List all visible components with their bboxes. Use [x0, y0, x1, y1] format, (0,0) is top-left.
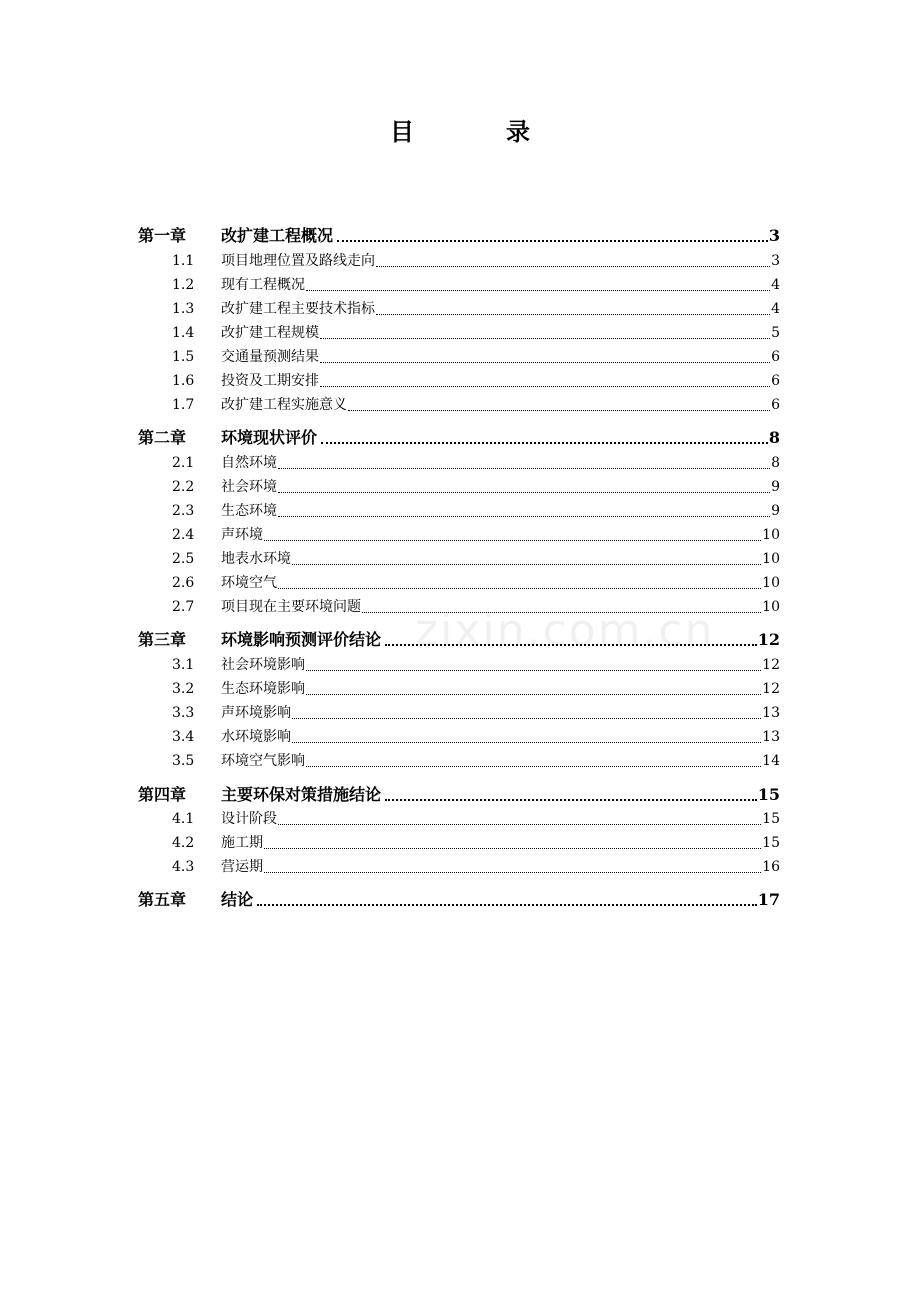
toc-entry-label: 社会环境	[221, 479, 277, 495]
toc-page-number: 17	[757, 890, 780, 909]
toc-entry-number: 4.1	[172, 811, 195, 827]
toc-entry-number: 第一章	[138, 226, 187, 245]
toc-page-number: 12	[762, 657, 780, 673]
toc-chapter-entry[interactable]	[0, 889, 920, 911]
toc-section-entry[interactable]	[0, 548, 920, 570]
toc-section-entry[interactable]	[0, 678, 920, 700]
toc-page-number: 15	[762, 811, 780, 827]
toc-dot-leader	[292, 564, 761, 565]
toc-entry-label: 主要环保对策措施结论	[221, 785, 382, 804]
toc-page-number: 10	[762, 599, 780, 615]
toc-entry-line	[221, 654, 780, 676]
toc-entry-label: 生态环境影响	[221, 681, 305, 697]
toc-section-entry[interactable]	[0, 394, 920, 416]
toc-entry-number: 第三章	[138, 630, 187, 649]
toc-entry-line	[221, 750, 780, 772]
toc-dot-leader	[385, 644, 757, 646]
toc-entry-line	[221, 394, 780, 416]
toc-dot-leader	[278, 588, 761, 589]
toc-page-number: 6	[771, 397, 780, 413]
toc-entry-line	[221, 346, 780, 368]
toc-entry-line	[221, 548, 780, 570]
toc-dot-leader	[306, 694, 761, 695]
toc-page-number: 3	[771, 253, 780, 269]
toc-entry-number: 4.2	[172, 835, 195, 851]
toc-entry-number: 3.1	[172, 657, 195, 673]
toc-entry-number: 3.3	[172, 705, 195, 721]
toc-entry-line	[221, 726, 780, 748]
toc-entry-label: 自然环境	[221, 455, 277, 471]
toc-entry-label: 设计阶段	[221, 811, 277, 827]
toc-entry-number: 1.1	[172, 253, 195, 269]
toc-entry-number: 第四章	[138, 785, 187, 804]
toc-entry-label: 声环境	[221, 527, 263, 543]
toc-entry-label: 环境空气	[221, 575, 277, 591]
toc-dot-leader	[306, 766, 761, 767]
toc-section-entry[interactable]	[0, 298, 920, 320]
toc-section-entry[interactable]	[0, 250, 920, 272]
toc-dot-leader	[264, 872, 761, 873]
toc-page-number: 16	[762, 859, 780, 875]
toc-entry-label: 改扩建工程概况	[221, 226, 334, 245]
page-title: 目 录	[390, 118, 564, 146]
toc-page-number: 5	[771, 325, 780, 341]
toc-entry-line	[221, 784, 780, 806]
toc-page-number: 6	[771, 373, 780, 389]
toc-section-entry[interactable]	[0, 832, 920, 854]
toc-page-number: 12	[762, 681, 780, 697]
toc-section-entry[interactable]	[0, 750, 920, 772]
toc-entry-label: 项目现在主要环境问题	[221, 599, 361, 615]
toc-entry-label: 改扩建工程主要技术指标	[221, 301, 375, 317]
toc-dot-leader	[264, 848, 761, 849]
toc-entry-number: 1.7	[172, 397, 195, 413]
toc-entry-label: 水环境影响	[221, 729, 291, 745]
toc-entry-number: 第二章	[138, 428, 187, 447]
toc-entry-label: 环境影响预测评价结论	[221, 630, 382, 649]
watermark: zixin.com.cn	[415, 605, 715, 656]
toc-entry-line	[221, 452, 780, 474]
toc-entry-line	[221, 322, 780, 344]
toc-entry-line	[221, 370, 780, 392]
toc-entry-line	[221, 427, 780, 449]
toc-dot-leader	[257, 904, 757, 906]
toc-dot-leader	[320, 386, 770, 387]
toc-page-number: 10	[762, 551, 780, 567]
toc-entry-label: 环境空气影响	[221, 753, 305, 769]
toc-page-number: 14	[762, 753, 780, 769]
toc-page-number: 13	[762, 705, 780, 721]
toc-dot-leader	[321, 442, 768, 444]
toc-section-entry[interactable]	[0, 452, 920, 474]
toc-entry-label: 施工期	[221, 835, 263, 851]
toc-entry-line	[221, 298, 780, 320]
toc-entry-label: 生态环境	[221, 503, 277, 519]
toc-entry-label: 改扩建工程实施意义	[221, 397, 347, 413]
toc-section-entry[interactable]	[0, 808, 920, 830]
toc-dot-leader	[320, 338, 770, 339]
toc-entry-label: 项目地理位置及路线走向	[221, 253, 375, 269]
toc-dot-leader	[306, 670, 761, 671]
toc-entry-label: 环境现状评价	[221, 428, 318, 447]
toc-dot-leader	[376, 266, 770, 267]
toc-entry-label: 投资及工期安排	[221, 373, 319, 389]
toc-dot-leader	[292, 742, 761, 743]
toc-chapter-entry[interactable]	[0, 629, 920, 651]
toc-section-entry[interactable]	[0, 322, 920, 344]
toc-entry-number: 第五章	[138, 890, 187, 909]
toc-dot-leader	[337, 240, 768, 242]
toc-entry-line	[221, 476, 780, 498]
toc-entry-number: 4.3	[172, 859, 195, 875]
toc-entry-number: 2.1	[172, 455, 195, 471]
toc-page-number: 10	[762, 527, 780, 543]
toc-section-entry[interactable]	[0, 572, 920, 594]
toc-page-number: 12	[757, 630, 780, 649]
toc-entry-number: 2.4	[172, 527, 195, 543]
toc-page-number: 13	[762, 729, 780, 745]
toc-page-number: 4	[771, 301, 780, 317]
toc-entry-label: 声环境影响	[221, 705, 291, 721]
toc-entry-number: 3.4	[172, 729, 195, 745]
toc-page-number: 4	[771, 277, 780, 293]
toc-dot-leader	[376, 314, 770, 315]
toc-page-number: 3	[768, 226, 780, 245]
toc-dot-leader	[348, 410, 770, 411]
toc-page-number: 15	[762, 835, 780, 851]
toc-entry-line	[221, 702, 780, 724]
toc-dot-leader	[264, 540, 761, 541]
toc-entry-label: 地表水环境	[221, 551, 291, 567]
toc-section-entry[interactable]	[0, 596, 920, 618]
toc-entry-number: 2.3	[172, 503, 195, 519]
toc-dot-leader	[278, 516, 770, 517]
toc-entry-number: 2.6	[172, 575, 195, 591]
toc-entry-number: 2.7	[172, 599, 195, 615]
toc-entry-number: 1.4	[172, 325, 195, 341]
toc-entry-line	[221, 678, 780, 700]
toc-dot-leader	[278, 824, 761, 825]
toc-section-entry[interactable]	[0, 500, 920, 522]
toc-section-entry[interactable]	[0, 654, 920, 676]
toc-entry-line	[221, 629, 780, 651]
toc-dot-leader	[385, 799, 757, 801]
toc-chapter-entry[interactable]	[0, 427, 920, 449]
toc-entry-line	[221, 856, 780, 878]
toc-entry-line	[221, 889, 780, 911]
toc-section-entry[interactable]	[0, 274, 920, 296]
toc-entry-line	[221, 225, 780, 247]
toc-entry-number: 1.6	[172, 373, 195, 389]
toc-entry-number: 1.2	[172, 277, 195, 293]
toc-entry-label: 交通量预测结果	[221, 349, 319, 365]
toc-section-entry[interactable]	[0, 346, 920, 368]
toc-entry-line	[221, 832, 780, 854]
toc-entry-number: 2.2	[172, 479, 195, 495]
toc-entry-number: 3.5	[172, 753, 195, 769]
toc-dot-leader	[320, 362, 770, 363]
toc-page-number: 15	[757, 785, 780, 804]
toc-entry-line	[221, 572, 780, 594]
toc-entry-label: 结论	[221, 890, 254, 909]
toc-section-entry[interactable]	[0, 702, 920, 724]
toc-page-number: 8	[768, 428, 780, 447]
toc-page-number: 6	[771, 349, 780, 365]
toc-page-number: 9	[771, 479, 780, 495]
toc-chapter-entry[interactable]	[0, 784, 920, 806]
toc-chapter-entry[interactable]	[0, 225, 920, 247]
toc-entry-number: 2.5	[172, 551, 195, 567]
toc-section-entry[interactable]	[0, 856, 920, 878]
toc-entry-number: 3.2	[172, 681, 195, 697]
toc-entry-number: 1.5	[172, 349, 195, 365]
toc-entry-number: 1.3	[172, 301, 195, 317]
toc-section-entry[interactable]	[0, 726, 920, 748]
toc-entry-label: 社会环境影响	[221, 657, 305, 673]
toc-entry-label: 营运期	[221, 859, 263, 875]
toc-dot-leader	[306, 290, 770, 291]
toc-dot-leader	[292, 718, 761, 719]
toc-page-number: 8	[771, 455, 780, 471]
toc-section-entry[interactable]	[0, 524, 920, 546]
toc-entry-line	[221, 274, 780, 296]
toc-entry-line	[221, 500, 780, 522]
toc-section-entry[interactable]	[0, 370, 920, 392]
toc-dot-leader	[362, 612, 761, 613]
toc-entry-label: 改扩建工程规模	[221, 325, 319, 341]
toc-entry-label: 现有工程概况	[221, 277, 305, 293]
toc-page-number: 10	[762, 575, 780, 591]
toc-section-entry[interactable]	[0, 476, 920, 498]
toc-entry-line	[221, 596, 780, 618]
toc-dot-leader	[278, 492, 770, 493]
toc-entry-line	[221, 250, 780, 272]
toc-entry-line	[221, 524, 780, 546]
toc-page-number: 9	[771, 503, 780, 519]
toc-entry-line	[221, 808, 780, 830]
toc-dot-leader	[278, 468, 770, 469]
